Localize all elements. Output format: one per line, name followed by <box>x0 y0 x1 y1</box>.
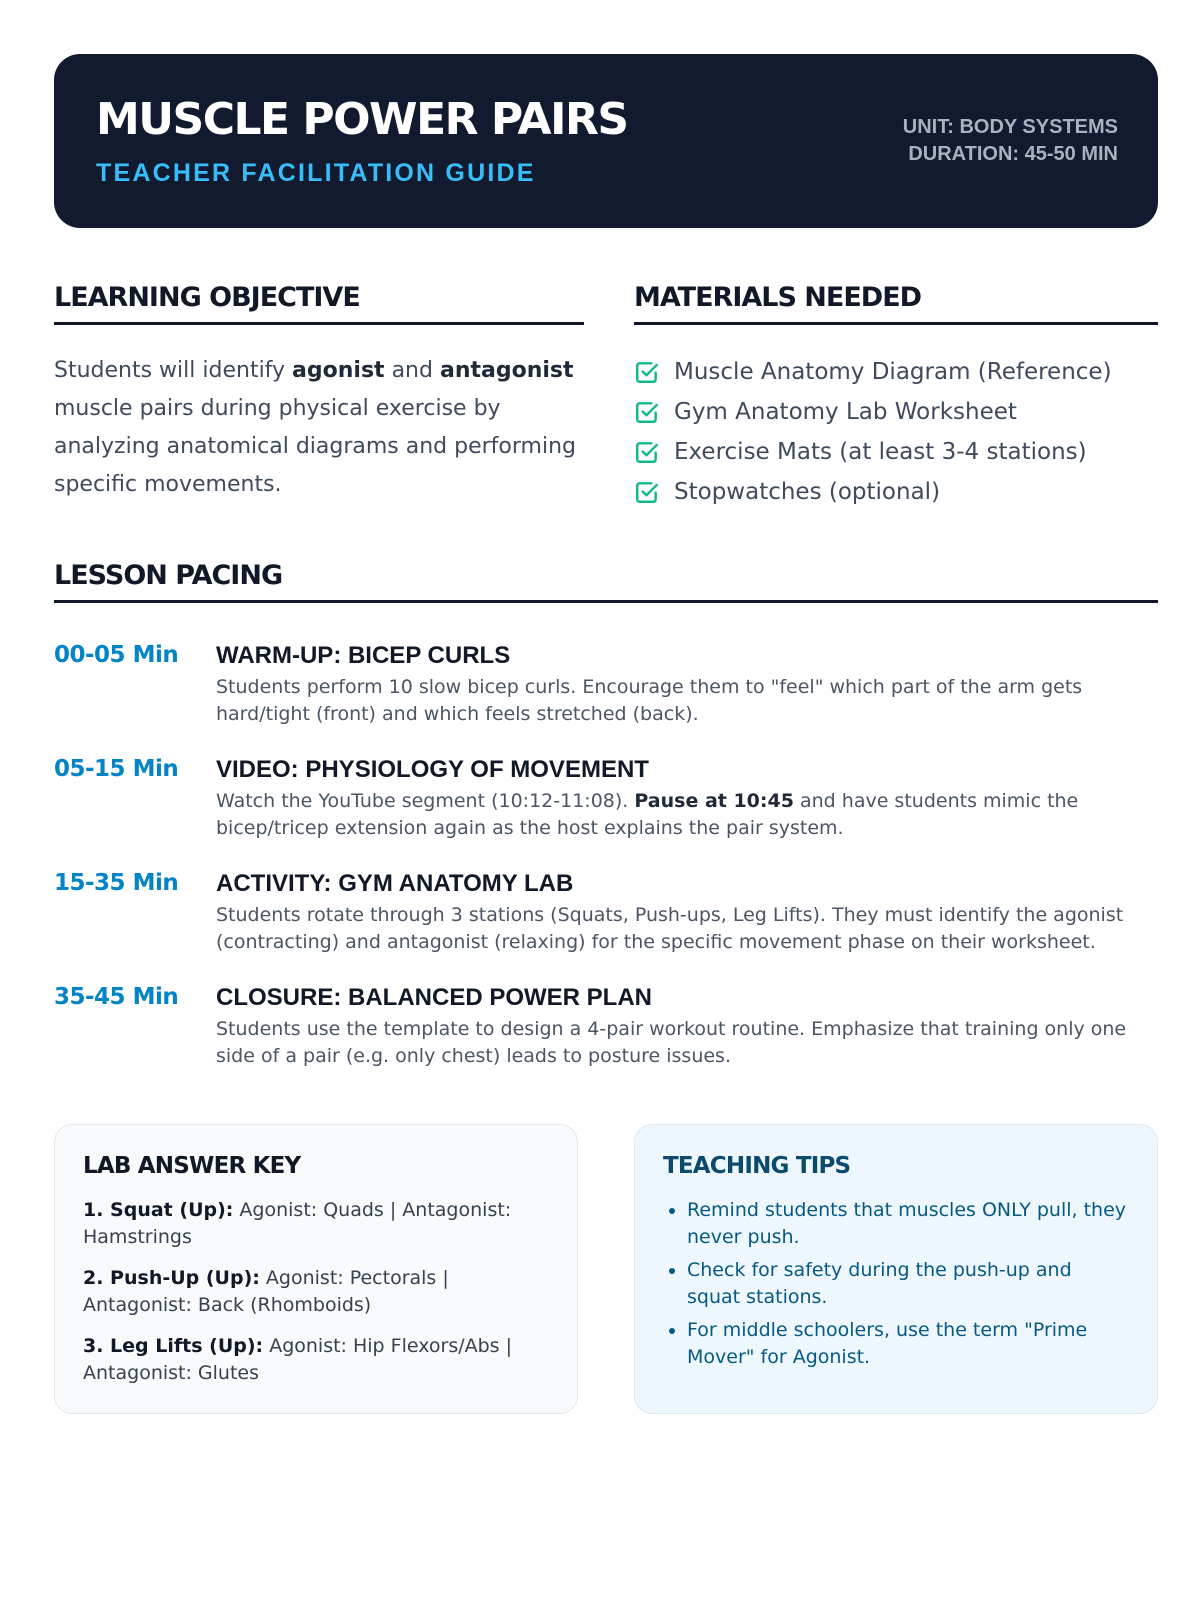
pacing-description <box>216 674 1146 728</box>
answer-key-item <box>83 1197 549 1251</box>
objective-text-part: Students will identify <box>54 358 293 383</box>
teaching-tips-heading: TEACHING TIPS <box>663 1153 851 1179</box>
materials-item-label: Muscle Anatomy Diagram (Reference) <box>674 359 1112 385</box>
objective-heading: LEARNING OBJECTIVE <box>54 282 584 325</box>
pacing-time: 35-45 Min <box>54 984 179 1010</box>
answer-key-label: 1. Squat (Up): <box>83 1198 234 1221</box>
answer-key-text: Agonist: Quads | Antagonist: Hamstrings <box>83 1198 512 1248</box>
page-title: MUSCLE POWER PAIRS <box>96 94 628 145</box>
answer-key-text: Agonist: Hip Flexors/Abs | Antagonist: Glutes <box>83 1334 513 1384</box>
teaching-tip: • Check for safety during the push-up and squat stations. <box>687 1257 1129 1311</box>
objective-bold-agonist: agonist <box>292 358 385 383</box>
pacing-heading: LESSON PACING <box>54 560 1158 603</box>
unit-label: UNIT: BODY SYSTEMS <box>902 116 1118 138</box>
materials-item <box>634 352 1158 392</box>
pacing-title: WARM-UP: BICEP CURLS <box>216 642 511 669</box>
pacing-desc-text: Watch the YouTube segment (10:12-11:08). <box>216 790 635 812</box>
materials-item-label: Stopwatches (optional) <box>674 479 941 505</box>
pacing-time: 05-15 Min <box>54 756 179 782</box>
materials-list <box>634 352 1158 512</box>
pacing-desc-text: Students rotate through 3 stations (Squats, Push-ups, Leg Lifts). They must identify the agonist (contracting) and antagonist (relaxing) for the specific movement phase on their worksheet. <box>216 904 1124 953</box>
duration-label: DURATION: 45-50 MIN <box>908 143 1118 165</box>
header-banner <box>54 54 1158 228</box>
checkbox-checked-icon <box>634 439 660 465</box>
materials-item <box>634 432 1158 472</box>
answer-key-box <box>54 1124 578 1414</box>
answer-key-text: Agonist: Pectorals | Antagonist: Back (Rhomboids) <box>83 1266 449 1316</box>
pacing-desc-text: and have students mimic the bicep/tricep extension again as the host explains the pair system. <box>216 790 1079 839</box>
pacing-row <box>54 640 1158 754</box>
checkbox-checked-icon <box>634 359 660 385</box>
pacing-row <box>54 754 1158 868</box>
answer-key-item <box>83 1333 549 1387</box>
pacing-title: ACTIVITY: GYM ANATOMY LAB <box>216 870 574 897</box>
pacing-desc-text: Students use the template to design a 4-pair workout routine. Emphasize that training only one side of a pair (e.g. only chest) leads to posture issues. <box>216 1018 1127 1067</box>
objective-text <box>54 352 584 504</box>
materials-item <box>634 392 1158 432</box>
teaching-tips-box <box>634 1124 1158 1414</box>
materials-item-label: Gym Anatomy Lab Worksheet <box>674 399 1017 425</box>
pacing-title: CLOSURE: BALANCED POWER PLAN <box>216 984 652 1011</box>
answer-key-label: 2. Push-Up (Up): <box>83 1266 260 1289</box>
pacing-time: 15-35 Min <box>54 870 179 896</box>
header-meta <box>903 114 1118 168</box>
objective-bold-antagonist: antagonist <box>439 358 574 383</box>
page-subtitle: TEACHER FACILITATION GUIDE <box>96 159 536 187</box>
pacing-row <box>54 982 1158 1096</box>
pacing-list <box>54 640 1158 1096</box>
objective-text-part: muscle pairs during physical exercise by analyzing anatomical diagrams and performing specific movements. <box>54 396 576 497</box>
pacing-time: 00-05 Min <box>54 642 179 668</box>
objective-text-part: and <box>384 358 440 383</box>
answer-key-heading: LAB ANSWER KEY <box>83 1153 301 1179</box>
pacing-title: VIDEO: PHYSIOLOGY OF MOVEMENT <box>216 756 649 783</box>
teaching-tips-list <box>663 1197 1129 1371</box>
checkbox-checked-icon <box>634 399 660 425</box>
pacing-description <box>216 1016 1146 1070</box>
materials-heading: MATERIALS NEEDED <box>634 282 1158 325</box>
pacing-desc-bold: Pause at 10:45 <box>634 790 794 812</box>
teaching-tip: • Remind students that muscles ONLY pull, they never push. <box>687 1197 1129 1251</box>
answer-key-label: 3. Leg Lifts (Up): <box>83 1334 264 1357</box>
materials-item <box>634 472 1158 512</box>
pacing-description <box>216 902 1146 956</box>
checkbox-checked-icon <box>634 479 660 505</box>
pacing-desc-text: Students perform 10 slow bicep curls. Encourage them to "feel" which part of the arm gets hard/tight (front) and which feels stretched (back). <box>216 676 1083 725</box>
pacing-description <box>216 788 1146 842</box>
pacing-row <box>54 868 1158 982</box>
teaching-tip: • For middle schoolers, use the term "Prime Mover" for Agonist. <box>687 1317 1129 1371</box>
answer-key-item <box>83 1265 549 1319</box>
materials-item-label: Exercise Mats (at least 3-4 stations) <box>674 439 1087 465</box>
